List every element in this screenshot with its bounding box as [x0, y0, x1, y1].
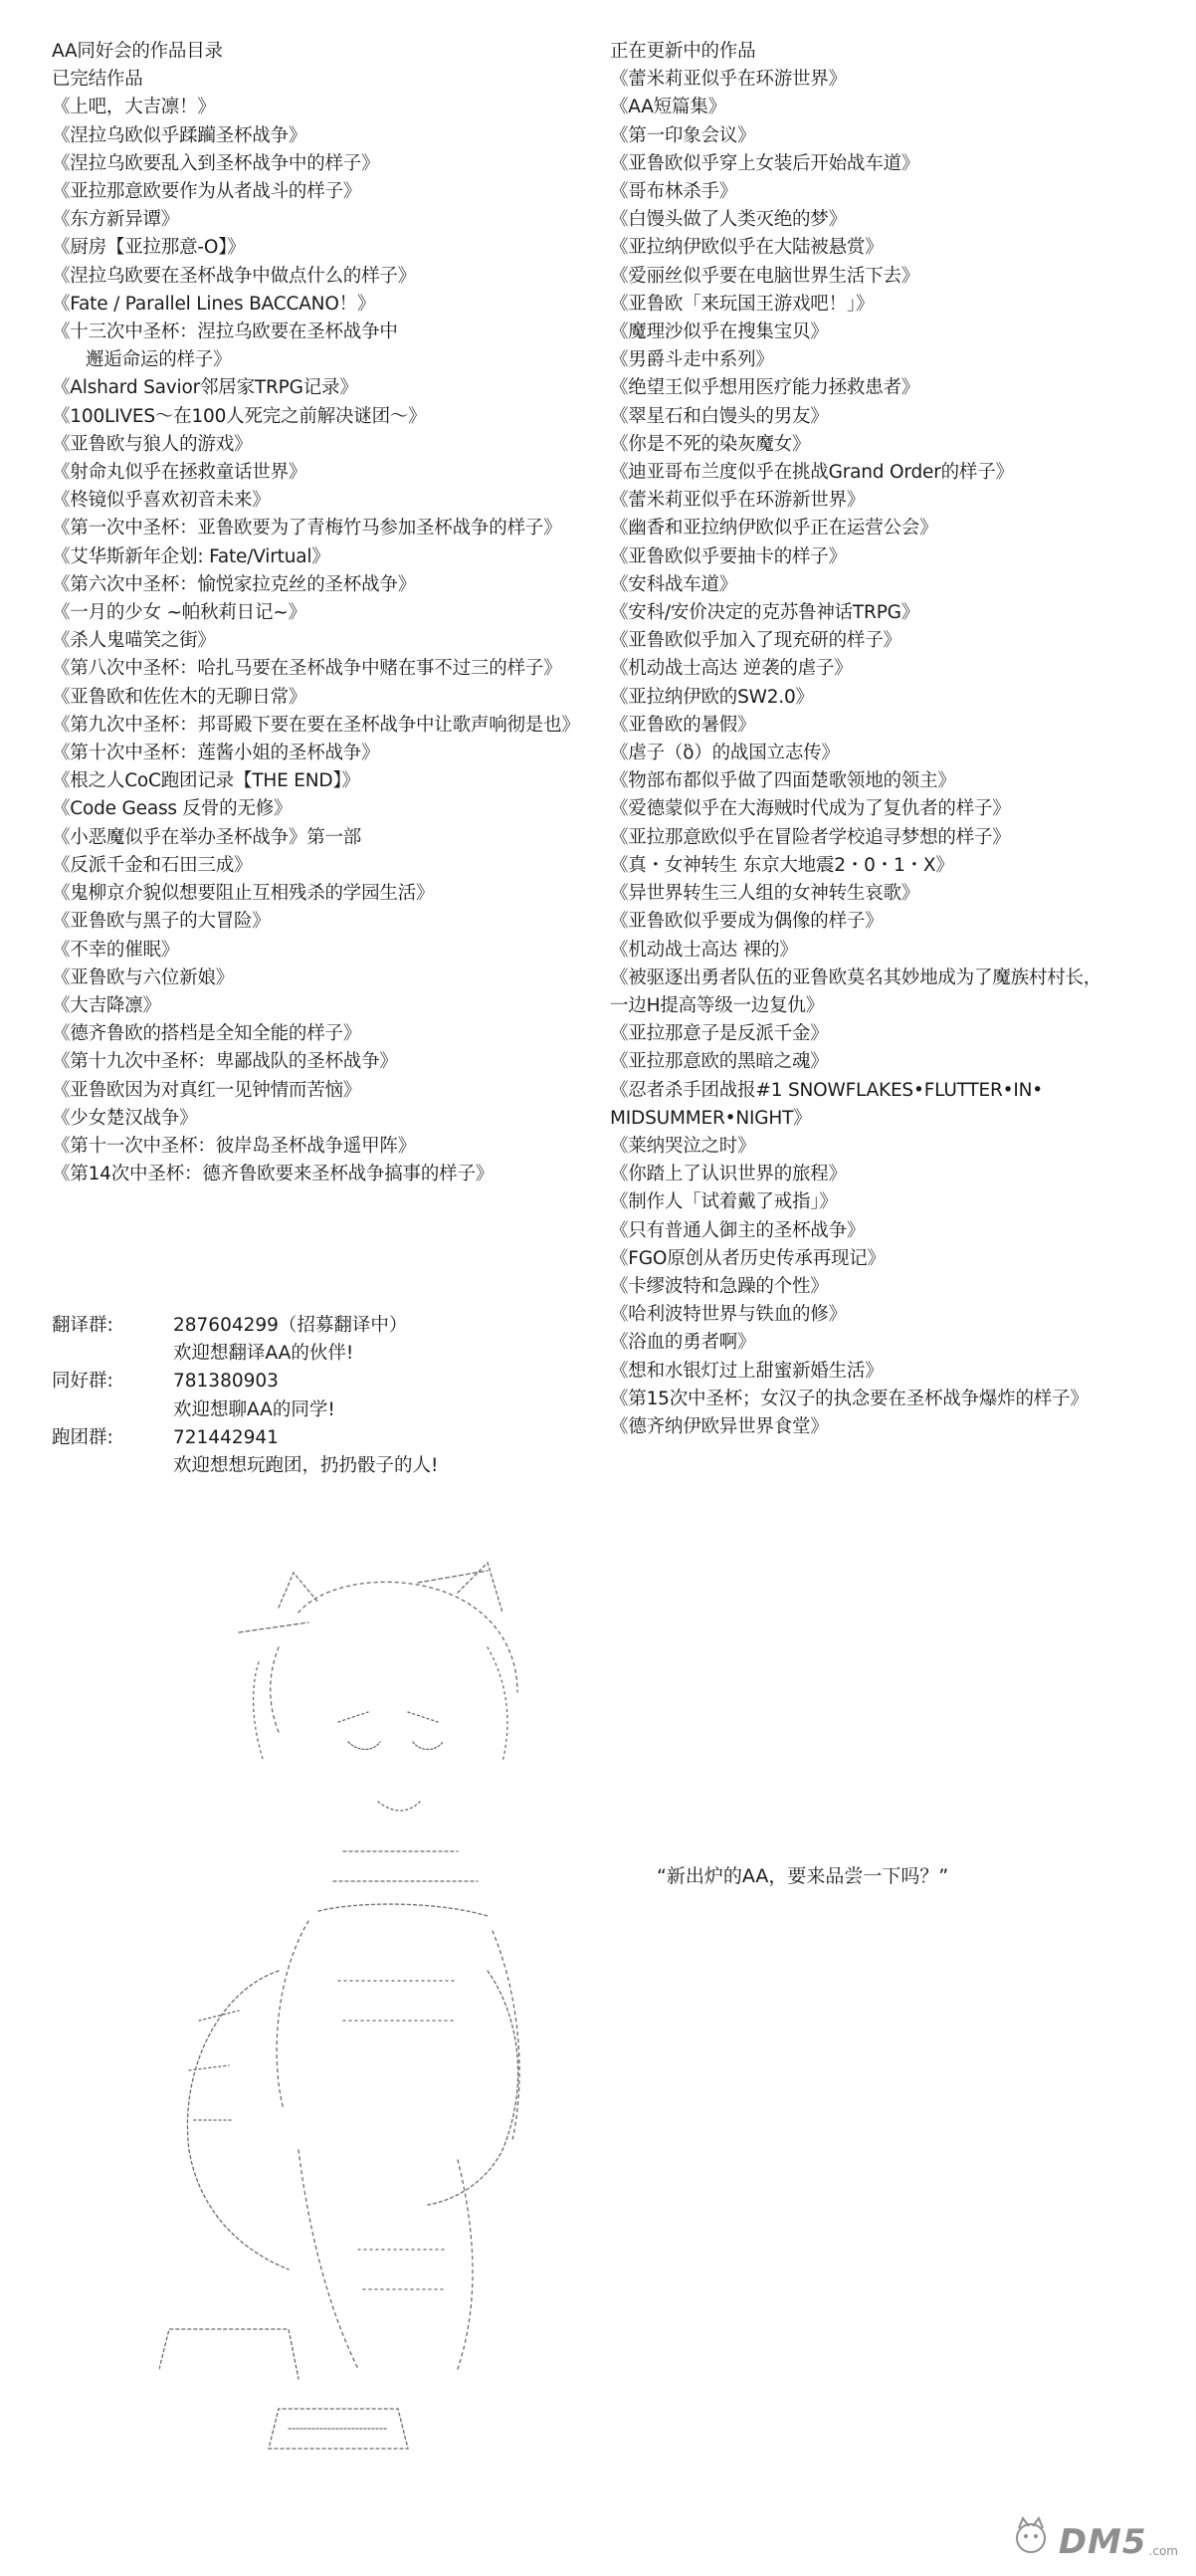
work-title: 《杀人鬼喵笑之街》	[52, 630, 216, 652]
work-title: 《100LIVES～在100人死完之前解决谜团～》	[52, 405, 427, 427]
work-title: 《亚鲁欧似乎穿上女装后开始战车道》	[610, 152, 920, 174]
group-fans	[52, 1368, 594, 1423]
work-title: 《Alshard Savior邻居家TRPG记录》	[52, 377, 358, 399]
work-title: 《亚鲁欧「来玩国王游戏吧！」》	[610, 293, 875, 315]
work-title: MIDSUMMER•NIGHT》	[610, 1107, 812, 1129]
site-watermark	[1009, 2514, 1178, 2562]
work-title: 《想和水银灯过上甜蜜新婚生活》	[610, 1360, 884, 1382]
work-title: 《幽香和亚拉纳伊欧似乎正在运营公会》	[610, 518, 938, 539]
work-title: 《迪亚哥布兰度似乎在挑战Grand Order的样子》	[610, 462, 1014, 484]
work-title: 《蕾米莉亚似乎在环游新世界》	[610, 490, 866, 512]
work-title: 《东方新异谭》	[52, 209, 180, 231]
work-title: 《亚鲁欧与六位新娘》	[52, 966, 235, 988]
work-title: 《机动战士高达 逆袭的虐子》	[610, 658, 853, 680]
work-title: 《第十次中圣杯：莲酱小姐的圣杯战争》	[52, 743, 380, 764]
group-label: 同好群:	[52, 1371, 113, 1393]
group-number: 721442941	[173, 1426, 279, 1448]
catalog-heading: AA同好会的作品目录	[52, 41, 223, 62]
logo-domain: .com	[1148, 2544, 1178, 2558]
work-title: 《忍者杀手团战报#1 SNOWFLAKES•FLUTTER•IN•	[610, 1079, 1043, 1101]
work-title: 《你是不死的染灰魔女》	[610, 433, 811, 455]
work-title: 《不幸的催眠》	[52, 939, 180, 961]
work-title: 《安科/安价决定的克苏鲁神话TRPG》	[610, 602, 920, 624]
ongoing-works-column	[610, 38, 1167, 1441]
aa-quote: “新出炉的AA，要来品尝一下吗？”	[657, 1865, 949, 1887]
group-invite: 欢迎想翻译AA的伙伴!	[173, 1343, 354, 1365]
group-label: 翻译群:	[52, 1315, 113, 1336]
work-title: 《艾华斯新年企划: Fate/Virtual》	[52, 545, 330, 567]
work-title: 《翠星石和白馒头的男友》	[610, 405, 829, 427]
work-title: 《第十九次中圣杯：卑鄙战队的圣杯战争》	[52, 1051, 398, 1073]
work-title: 《亚拉那意子是反派千金》	[610, 1023, 829, 1045]
work-title: 《亚拉纳伊欧似乎在大陆被悬赏》	[610, 237, 884, 259]
group-translation	[52, 1312, 594, 1368]
work-title: 《第六次中圣杯：愉悦家拉克丝的圣杯战争》	[52, 573, 417, 595]
work-title: 《机动战士高达 裸的》	[610, 939, 798, 961]
work-title: 《绝望王似乎想用医疗能力拯救患者》	[610, 377, 920, 399]
work-title: 《蕾米莉亚似乎在环游世界》	[610, 69, 847, 91]
work-title: 《第八次中圣杯：哈扎马要在圣杯战争中赌在事不过三的样子》	[52, 658, 562, 680]
work-title: 《爱丽丝似乎要在电脑世界生活下去》	[610, 265, 920, 287]
work-title: 《亚拉纳伊欧的SW2.0》	[610, 686, 814, 708]
work-title: 《第九次中圣杯：邦哥殿下要在要在圣杯战争中让歌声响彻是也》	[52, 714, 580, 736]
work-title: 《第14次中圣杯：德齐鲁欧要来圣杯战争搞事的样子》	[52, 1164, 495, 1185]
work-title: 《AA短篇集》	[610, 97, 726, 118]
work-title: 《亚鲁欧似乎加入了现充研的样子》	[610, 630, 901, 652]
work-title: 《只有普通人御主的圣杯战争》	[610, 1219, 866, 1241]
work-title: 《厨房【亚拉那意-O】》	[52, 237, 246, 259]
work-title: 《真・女神转生 东京大地震2・0・1・X》	[610, 854, 954, 876]
work-title: 《鬼柳京介貌似想要阻止互相残杀的学园生活》	[52, 883, 435, 905]
work-title: 《亚鲁欧和佐佐木的无聊日常》	[52, 686, 307, 708]
work-title: 《浴血的勇者啊》	[610, 1332, 756, 1354]
ascii-art-drawing	[159, 1553, 627, 2483]
work-title: 《哈利波特世界与铁血的修》	[610, 1304, 847, 1326]
work-title: 《德齐鲁欧的搭档是全知全能的样子》	[52, 1023, 362, 1045]
work-title: 邂逅命运的样子》	[86, 349, 232, 371]
work-title: 《你踏上了认识世界的旅程》	[610, 1164, 847, 1185]
group-contacts	[52, 1312, 594, 1480]
group-invite: 欢迎想想玩跑团，扔扔骰子的人!	[173, 1455, 439, 1477]
work-title: 《男爵斗走中系列》	[610, 349, 774, 371]
work-title: 《少女楚汉战争》	[52, 1107, 198, 1129]
work-title: 《第一次中圣杯：亚鲁欧要为了青梅竹马参加圣杯战争的样子》	[52, 518, 562, 539]
work-title: 《亚鲁欧与狼人的游戏》	[52, 433, 253, 455]
group-trpg	[52, 1424, 594, 1480]
work-title: 《爱德蒙似乎在大海贼时代成为了复仇者的样子》	[610, 798, 1011, 820]
work-title: 《Fate / Parallel Lines BACCANO！》	[52, 293, 376, 315]
work-title: 《一月的少女 ~帕秋莉日记~》	[52, 602, 306, 624]
work-title: 《白馒头做了人类灭绝的梦》	[610, 209, 847, 231]
mascot-icon	[1009, 2514, 1053, 2562]
group-number: 781380903	[173, 1371, 279, 1393]
work-title: 一边H提高等级一边复仇》	[610, 994, 825, 1016]
ascii-art-catgirl-illustration	[159, 1553, 627, 2483]
logo-text: DM5	[1058, 2522, 1147, 2562]
work-title: 《亚拉那意欧似乎在冒险者学校追寻梦想的样子》	[610, 826, 1011, 848]
work-title: 《小恶魔似乎在举办圣杯战争》第一部	[52, 826, 362, 848]
work-title: 《亚鲁欧与黑子的大冒险》	[52, 911, 271, 933]
completed-works-list	[52, 94, 594, 1188]
group-number: 287604299（招募翻译中）	[173, 1315, 408, 1336]
work-title: 《射命丸似乎在拯救童话世界》	[52, 462, 307, 484]
work-title: 《亚鲁欧因为对真红一见钟情而苦恼》	[52, 1079, 362, 1101]
work-title: 《涅拉乌欧要乱入到圣杯战争中的样子》	[52, 152, 380, 174]
group-invite: 欢迎想聊AA的同学!	[173, 1398, 335, 1420]
work-title: 《德齐纳伊欧异世界食堂》	[610, 1415, 829, 1437]
work-title: 《上吧，大吉凛！》	[52, 97, 216, 118]
work-title: 《亚鲁欧的暑假》	[610, 714, 756, 736]
completed-works-column	[52, 38, 594, 1188]
work-title: 《涅拉乌欧似乎蹂躏圣杯战争》	[52, 124, 307, 146]
work-title: 《FGO原创从者历史传承再现记》	[610, 1247, 886, 1269]
work-title: 《涅拉乌欧要在圣杯战争中做点什么的样子》	[52, 265, 417, 287]
work-title: 《安科战车道》	[610, 573, 738, 595]
ongoing-heading: 正在更新中的作品	[610, 41, 756, 62]
work-title: 《亚鲁欧似乎要成为偶像的样子》	[610, 911, 884, 933]
work-title: 《莱纳哭泣之时》	[610, 1135, 756, 1157]
work-title: 《第十一次中圣杯：彼岸岛圣杯战争遥甲阵》	[52, 1135, 417, 1157]
work-title: 《反派千金和石田三成》	[52, 854, 253, 876]
work-title: 《亚拉那意欧的黑暗之魂》	[610, 1051, 829, 1073]
work-title: 《魔理沙似乎在搜集宝贝》	[610, 322, 829, 343]
work-title: 《被驱逐出勇者队伍的亚鲁欧莫名其妙地成为了魔族村村长，	[610, 966, 1102, 988]
work-title: 《亚拉那意欧要作为从者战斗的样子》	[52, 181, 362, 203]
work-title: 《制作人「试着戴了戒指」》	[610, 1191, 838, 1213]
work-title: 《亚鲁欧似乎要抽卡的样子》	[610, 545, 847, 567]
work-title: 《大吉降凛》	[52, 994, 161, 1016]
group-label: 跑团群:	[52, 1426, 113, 1448]
work-title: 《根之人CoC跑团记录【THE END】》	[52, 770, 360, 792]
work-title: 《十三次中圣杯：涅拉乌欧要在圣杯战争中	[52, 322, 398, 343]
work-title: 《第15次中圣杯；女汉子的执念要在圣杯战争爆炸的样子》	[610, 1388, 1089, 1409]
work-title: 《物部布都似乎做了四面楚歌领地的领主》	[610, 770, 956, 792]
work-title: 《哥布林杀手》	[610, 181, 738, 203]
ongoing-works-list	[610, 66, 1167, 1441]
work-title: 《第一印象会议》	[610, 124, 756, 146]
work-title: 《虐子（ὃ）的战国立志传》	[610, 743, 840, 764]
work-title: 《卡缪波特和急躁的个性》	[610, 1275, 829, 1297]
work-title: 《异世界转生三人组的女神转生哀歌》	[610, 883, 920, 905]
completed-subheading: 已完结作品	[52, 69, 143, 91]
work-title: 《柊镜似乎喜欢初音未来》	[52, 490, 271, 512]
work-title: 《Code Geass 反骨的无修》	[52, 798, 293, 820]
